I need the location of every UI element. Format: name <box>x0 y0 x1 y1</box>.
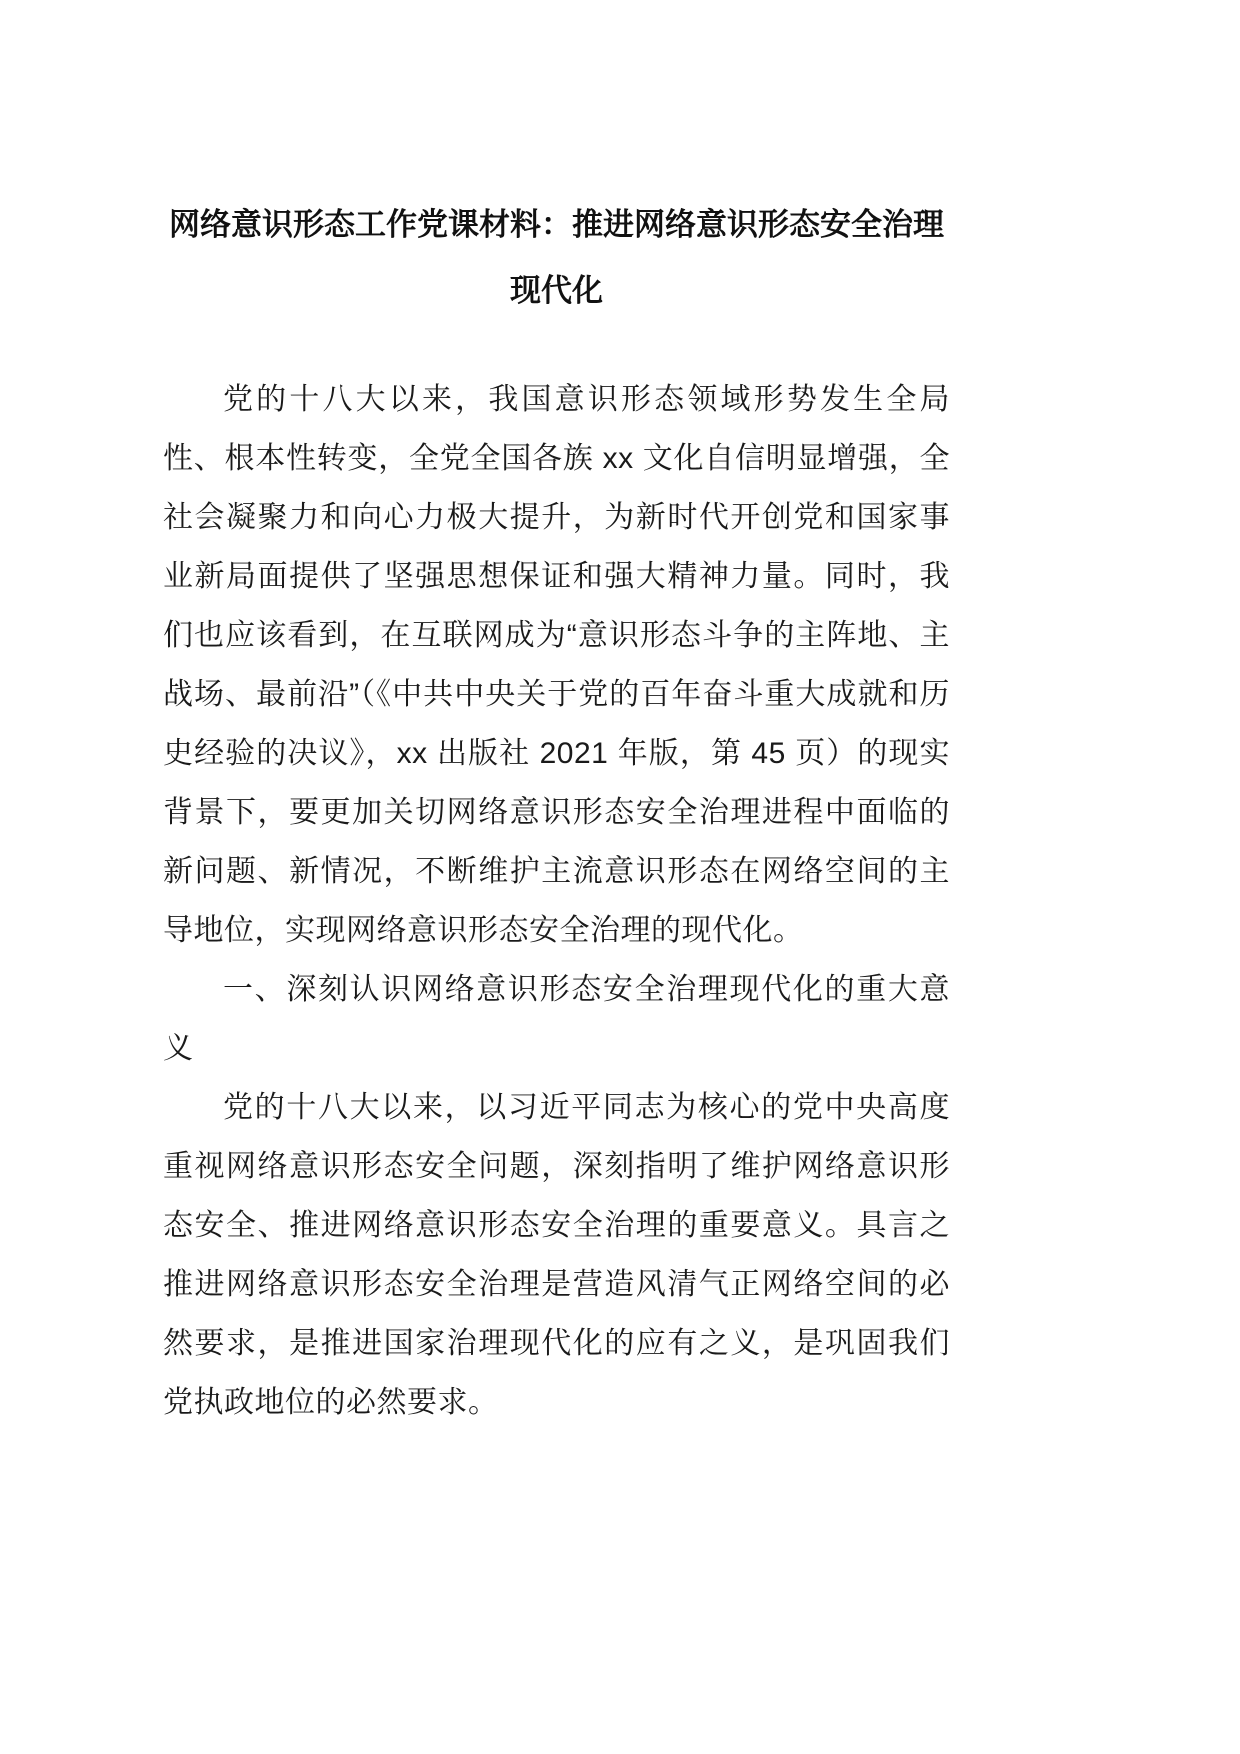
section-heading-1: 一、深刻认识网络意识形态安全治理现代化的重大意义 <box>163 973 950 1065</box>
paragraph-intro: 党的十八大以来，我国意识形态领域形势发生全局性、根本性转变，全党全国各族 xx 文化自信明显增强，全社会凝聚力和向心力极大提升，为新时代开创党和国家事业新局面提供了坚强思想保证和强大精神力量。同时，我们也应该看到，在互联网成为“意识形态斗争的主阵地、主战场、最前沿”（《中共中央关于党的百年奋斗重大成就和历史经验的决议》，xx 出版社 2021 年版，第 45 页）的现实背景下，要更加关切网络意识形态安全治理进程中面临的新问题、新情况，不断维护主流意识形态在网络空间的主导地位，实现网络意识形态安全治理的现代化。 <box>163 383 950 947</box>
document-title: 网络意识形态工作党课材料：推进网络意识形态安全治理现代化 <box>169 207 944 308</box>
paragraph-section-1-body: 党的十八大以来，以习近平同志为核心的党中央高度重视网络意识形态安全问题，深刻指明了维护网络意识形态安全、推进网络意识形态安全治理的重要意义。具言之推进网络意识形态安全治理是营造风清气正网络空间的必然要求，是推进国家治理现代化的应有之义，是巩固我们党执政地位的必然要求。 <box>163 1091 950 1419</box>
